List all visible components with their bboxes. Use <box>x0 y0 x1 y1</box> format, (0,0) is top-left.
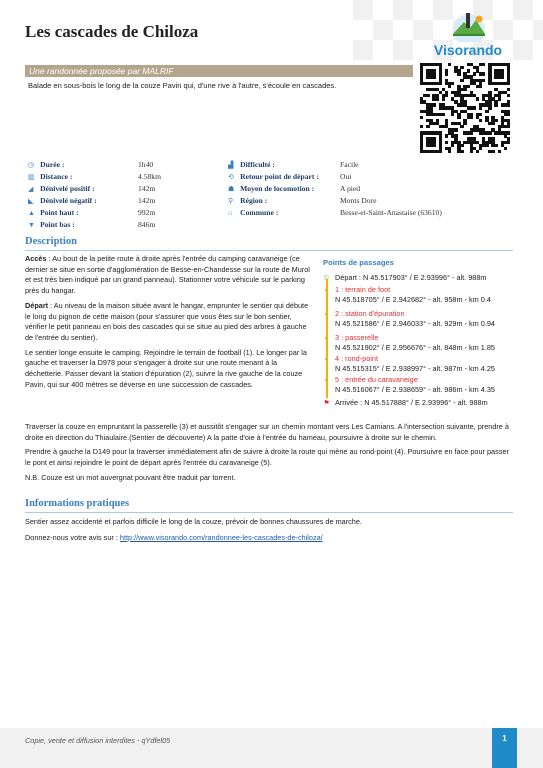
difficulty-icon: ▟ <box>228 162 234 169</box>
qr-module <box>507 113 510 116</box>
qr-module <box>488 131 491 134</box>
description-full-width <box>25 422 515 488</box>
town-icon: ⌂ <box>228 210 233 217</box>
qr-module <box>507 131 510 134</box>
qr-module <box>470 131 473 134</box>
distance-icon: ▥ <box>28 174 35 181</box>
waypoint-dot-icon: ● <box>324 287 329 294</box>
qr-module <box>494 103 497 106</box>
waypoints-title: Points de passages <box>323 258 394 267</box>
info-heading: Informations pratiques <box>25 498 130 509</box>
qr-module <box>479 147 482 150</box>
subtitle: Une randonnée proposée par MALRIF <box>29 66 174 76</box>
qr-module <box>460 125 463 128</box>
description-divider <box>25 250 513 251</box>
qr-module <box>507 94 510 97</box>
region-icon: ⚲ <box>228 198 234 205</box>
qr-module <box>432 144 435 147</box>
qr-module <box>467 69 470 72</box>
pattern-square <box>353 0 373 20</box>
clock-icon: ◷ <box>28 162 35 169</box>
info-section <box>25 517 515 548</box>
finish-flag-icon: ⚑ <box>323 400 330 407</box>
description-heading: Description <box>25 236 77 247</box>
stat-point-haut: ▲ Point haut : 992m <box>28 207 79 219</box>
qr-module <box>426 125 429 128</box>
qr-module <box>442 97 445 100</box>
qr-module <box>488 106 491 109</box>
qr-module <box>507 141 510 144</box>
waypoint-dot-icon: ● <box>324 356 329 363</box>
high-point-icon: ▲ <box>28 210 35 217</box>
qr-module <box>460 66 463 69</box>
qr-module <box>507 125 510 128</box>
stat-commune: ⌂ Commune : Besse-et-Saint-Anastaise (63610) <box>228 207 278 219</box>
feedback-paragraph: Donnez-nous votre avis sur : http://www.visorando.com/randonnee-les-cascades-de-chiloza/ <box>25 532 323 542</box>
paragraph-depart: Départ : Au niveau de la maison située avant le hangar, emprunter le sentier qui débute le long du pignon de cette maison (pour s'assurer que vous êtes sur le bon sentier, vérifier le petit panneau en bois des cascades qui se situe au pied des arbres à gauche de l'entrée du sentier). <box>25 300 309 342</box>
qr-module <box>479 119 482 122</box>
pattern-square <box>353 40 373 60</box>
paragraph-couze: Traverser la couze en empruntant la passerelle (3) et aussitôt s'engager sur un chemin montant vers Les Camians. A l'intersection suivante, prendre à droite en direction du Thiaulaire.(Sentier de découverte) A la patte d'oie à l'entrée du hameau, poursuivre à droite sur le chemin. <box>25 422 509 442</box>
pattern-square <box>513 40 533 60</box>
qr-module <box>507 82 510 85</box>
intro-text: Balade en sous-bois le long de la couze Pavin qui, d'une rive à l'autre, s'écoule en cascades. <box>28 81 337 90</box>
qr-module <box>432 103 435 106</box>
qr-module <box>442 113 445 116</box>
qr-module <box>470 116 473 119</box>
stat-difficulte: ▟ Difficulté : Facile <box>228 159 275 171</box>
qr-module <box>479 85 482 88</box>
qr-module <box>420 125 423 128</box>
qr-module <box>482 72 485 75</box>
qr-module <box>494 144 497 147</box>
pattern-square <box>513 0 533 20</box>
stat-point-bas: ▼ Point bas : 846m <box>28 219 75 231</box>
descent-icon: ◣ <box>28 198 34 205</box>
copyright-text: Copie, vente et diffusion interdites - qYdfel05 <box>25 736 171 745</box>
qr-module <box>448 63 451 66</box>
qr-module <box>507 103 510 106</box>
qr-module <box>445 72 448 75</box>
qr-module <box>445 141 448 144</box>
paragraph-nb: N.B. Couze est un mot auvergnat pouvant être traduit par torrent. <box>25 472 236 482</box>
qr-module <box>448 85 451 88</box>
qr-module <box>445 134 448 137</box>
qr-module <box>491 122 494 125</box>
qr-module <box>491 150 494 153</box>
qr-module <box>426 94 429 97</box>
qr-module <box>501 75 504 78</box>
stat-denivele-negatif: ◣ Dénivelé négatif : 142m <box>28 195 97 207</box>
qr-module <box>463 122 466 125</box>
feedback-link[interactable]: http://www.visorando.com/randonnee-les-cascades-de-chiloza/ <box>119 532 323 542</box>
qr-module <box>457 72 460 75</box>
pattern-square <box>373 20 393 40</box>
qr-module <box>451 144 454 147</box>
qr-module <box>470 150 473 153</box>
qr-module <box>454 128 457 131</box>
page-title: Les cascades de Chiloza <box>25 22 199 41</box>
qr-module <box>504 147 507 150</box>
stat-retour: ⟲ Retour point de départ : Oui <box>228 171 319 183</box>
qr-module <box>498 150 501 153</box>
loop-icon: ⟲ <box>228 174 234 181</box>
waypoint-dot-icon: ● <box>324 311 329 318</box>
logo-landscape-icon <box>440 10 498 42</box>
subtitle-bar <box>25 65 413 77</box>
qr-module <box>436 97 439 100</box>
qr-module <box>439 82 442 85</box>
qr-module <box>482 63 485 66</box>
qr-module <box>445 94 448 97</box>
paragraph-d149: Prendre à gauche la D149 pour la traverser immédiatement afin de suivre à droite la route qui mène au rond-point (4). Poursuivre en face pour passer le pont et ainsi rejoindre le point de départ après l'entrée du caravaneige (5). <box>25 447 509 468</box>
stat-locomotion: ☗ Moyen de locomotion : A pied <box>228 183 314 195</box>
paragraph-sentier: Le sentier longe ensuite le camping. Rejoindre le terrain de football (1). Le longer par la gauche et traverser la D978 pour s'engager à droite sur une route menant à la déchetterie. Passer devant la station d'épuration (2), suivre la rive gauche de la couze Pavin, qui sur 400 mètres se déverse en une succession de cascades. <box>25 347 307 389</box>
qr-module <box>463 88 466 91</box>
visorando-logo[interactable] <box>428 10 508 60</box>
qr-module <box>479 106 482 109</box>
qr-module <box>460 79 463 82</box>
ascent-icon: ◢ <box>28 186 34 193</box>
pattern-square <box>393 0 413 20</box>
qr-module <box>473 72 476 75</box>
qr-module <box>482 79 485 82</box>
qr-module <box>451 82 454 85</box>
page-footer <box>0 728 543 768</box>
qr-code[interactable] <box>420 63 510 153</box>
qr-module <box>460 144 463 147</box>
qr-module <box>467 85 470 88</box>
qr-module <box>420 116 423 119</box>
paragraph-acces: Accès : Au bout de la petite route à droite après l'entrée du camping caravaneige (ce dernier se situe en sortie d'agglomération de Besse-en-Chandesse sur la route de Murol et est très bien indiqué par un grand panneau). Stationner votre véhicule sur le parking près du hangar. <box>25 254 310 296</box>
qr-module <box>460 150 463 153</box>
waypoint-dot-icon: ● <box>324 335 329 342</box>
page-number: 1 <box>492 728 517 768</box>
info-divider <box>25 512 513 513</box>
qr-module <box>476 97 479 100</box>
qr-module <box>448 150 451 153</box>
qr-module <box>432 75 435 78</box>
waypoints-panel: Points de passages ⚐ Départ : N 45.517903° / E 2.93996° - alt. 988m ● 1 : terrain de foot N 45.518705° / E 2.942682° - alt. 958m - km 0.4 ● 2 : station d'épuration N 45.521586° / E 2.946033° - alt. 929m - km 0.94 ● 3 : passerelle N 45.521902° / E 2.956676° - alt. 848m - km 1.85 ● 4 : rond-point N 45.515315° / E 2.938997° - alt. 987m - km 4.25 ● 5 : entrée du caravaneige N 45.516067° / E 2.938659° - alt. 986m - km 4.35 ⚑ Arrivée : N 45.517888° / E 2.93996° - alt. 988m <box>323 258 518 273</box>
description-column <box>25 254 312 394</box>
qr-module <box>457 116 460 119</box>
qr-module <box>473 106 476 109</box>
pattern-square <box>533 20 543 40</box>
stat-duree: ◷ Durée : 1h40 <box>28 159 64 171</box>
start-flag-icon: ⚐ <box>323 275 330 282</box>
waypoint-dot-icon: ● <box>324 377 329 384</box>
low-point-icon: ▼ <box>28 222 35 229</box>
qr-module <box>494 119 497 122</box>
stat-distance: ▥ Distance : 4.58km <box>28 171 72 183</box>
info-paragraph: Sentier assez accidenté et parfois difficile le long de la couze, prévoir de bonnes chaussures de marche. <box>25 517 362 526</box>
qr-module <box>479 113 482 116</box>
qr-module <box>507 88 510 91</box>
qr-module <box>451 113 454 116</box>
qr-module <box>439 150 442 153</box>
logo-text: Visorando <box>433 42 503 58</box>
qr-module <box>476 150 479 153</box>
stat-denivele-positif: ◢ Dénivelé positif : 142m <box>28 183 95 195</box>
hiker-icon: ☗ <box>228 186 235 193</box>
qr-module <box>485 110 488 113</box>
pattern-square <box>393 40 413 60</box>
stat-region: ⚲ Région : Monts Dore <box>228 195 267 207</box>
qr-module <box>485 144 488 147</box>
qr-module <box>498 97 501 100</box>
